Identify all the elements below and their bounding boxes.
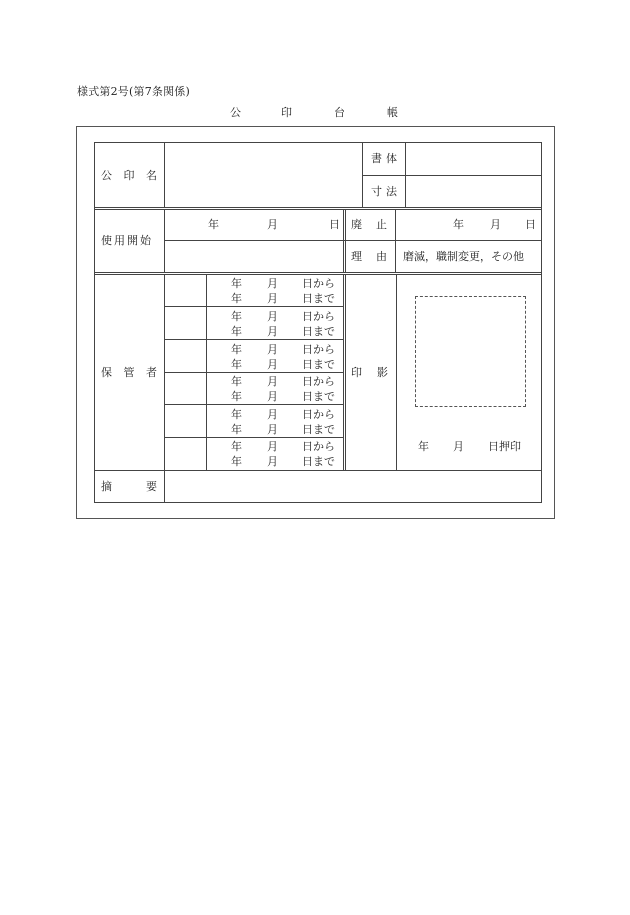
period-to-month: 月 [267,423,278,436]
start-use-label: 使用開始 [101,234,153,247]
period-from: 年 [231,375,242,388]
seal-name-field[interactable] [165,143,362,207]
date-month: 月 [453,440,464,453]
period-from-day: 日から [302,408,335,421]
date-month: 月 [490,218,501,231]
start-use-field[interactable] [165,241,343,272]
period-row[interactable] [165,406,343,437]
period-to: 年 [231,325,242,338]
font-style-field[interactable] [406,143,541,175]
reason-text: 磨滅，職制変更，その他 [403,250,524,263]
period-from: 年 [231,440,242,453]
period-row[interactable] [165,373,343,404]
title-char: 台 [334,106,345,119]
period-from: 年 [231,310,242,323]
period-to-month: 月 [267,325,278,338]
period-row[interactable] [165,341,343,372]
period-to-month: 月 [267,455,278,468]
period-from-day: 日から [302,440,335,453]
start-date[interactable] [208,219,338,231]
impression-label: 印 影 [351,366,388,379]
stamp-date [418,441,528,453]
period-from-month: 月 [267,440,278,453]
period-from: 年 [231,343,242,356]
period-from-day: 日から [302,343,335,356]
period-to-month: 月 [267,358,278,371]
period-from-month: 月 [267,408,278,421]
page-title [230,104,398,120]
seal-impression-box[interactable] [415,296,526,407]
title-char: 公 [230,106,241,119]
date-month: 月 [267,218,278,231]
date-day: 日 [329,218,340,231]
seal-name-label: 公 印 名 [101,169,157,182]
custodian-label: 保 管 者 [101,366,157,379]
summary-label: 摘 要 [101,480,157,493]
abolition-label: 廃 止 [351,218,387,231]
period-to-day: 日まで [302,292,335,305]
period-to-day: 日まで [302,423,335,436]
summary-field[interactable] [165,471,541,502]
reason-label: 理 由 [351,250,387,263]
date-day: 日 [525,218,536,231]
period-from-day: 日から [302,310,335,323]
period-to-day: 日まで [302,455,335,468]
period-to: 年 [231,358,242,371]
form-number: 様式第2号(第7条関係) [77,85,190,98]
period-row[interactable] [165,438,343,469]
period-to-day: 日まで [302,358,335,371]
size-label: 寸 法 [371,185,397,198]
font-style-label: 書 体 [371,152,397,165]
period-row[interactable] [165,308,343,339]
date-year: 年 [208,218,219,231]
period-to-month: 月 [267,292,278,305]
period-from-month: 月 [267,277,278,290]
date-year: 年 [418,440,429,453]
period-to-month: 月 [267,390,278,403]
period-from-month: 月 [267,310,278,323]
period-to-day: 日まで [302,325,335,338]
period-from-day: 日から [302,375,335,388]
period-row[interactable] [165,275,343,306]
size-field[interactable] [406,176,541,207]
title-char: 帳 [387,106,398,119]
period-from-month: 月 [267,343,278,356]
period-to: 年 [231,390,242,403]
period-to: 年 [231,292,242,305]
period-from: 年 [231,408,242,421]
period-to-day: 日まで [302,390,335,403]
period-from: 年 [231,277,242,290]
abolition-date[interactable] [453,218,536,231]
title-char: 印 [281,106,292,119]
period-from-month: 月 [267,375,278,388]
period-to: 年 [231,423,242,436]
period-from-day: 日から [302,277,335,290]
period-to: 年 [231,455,242,468]
date-day-stamped: 日押印 [488,440,521,453]
date-year: 年 [453,218,464,231]
